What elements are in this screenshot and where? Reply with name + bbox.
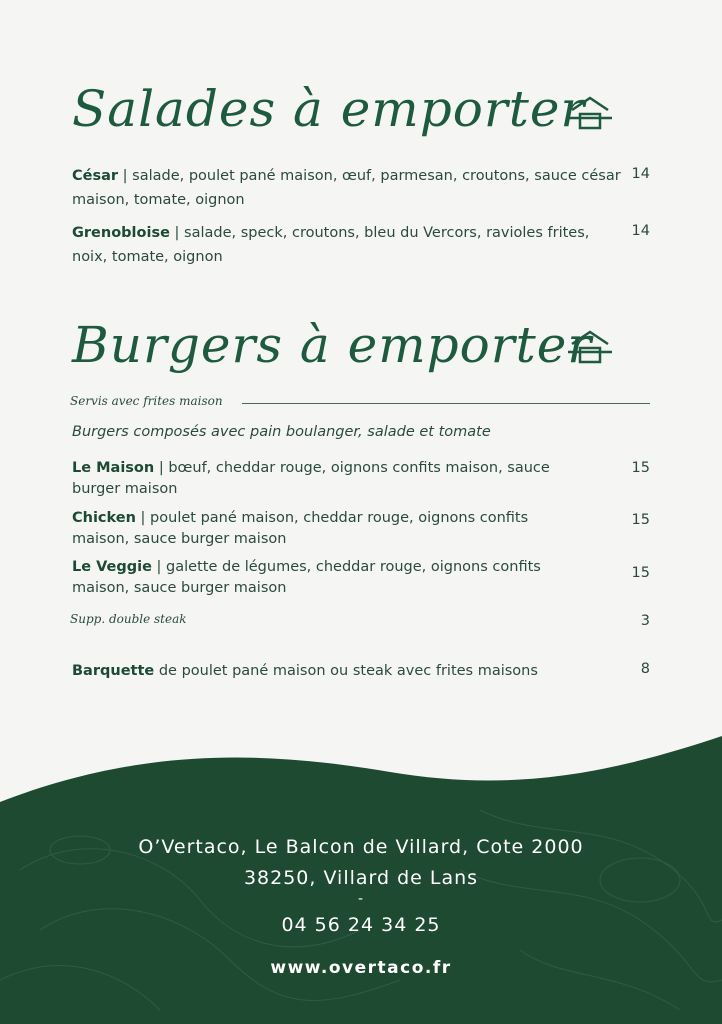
item-name: Le Veggie: [72, 559, 152, 575]
item-desc: | bœuf, cheddar rouge, oignons confits maison, sauce burger maison: [72, 460, 550, 497]
footer-separator: -: [357, 891, 365, 907]
footer-address-line2: 38250, Villard de Lans: [243, 867, 479, 889]
menu-item-cesar: [72, 164, 627, 212]
menu-item-barquette: [72, 659, 627, 683]
supplement-label: Supp. double steak: [70, 612, 187, 626]
menu-item-chicken: [72, 508, 582, 550]
item-name: Barquette: [72, 663, 155, 679]
burgers-title: Burgers à emporter: [72, 316, 593, 374]
house-icon: [568, 330, 612, 366]
item-desc: | salade, speck, croutons, bleu du Vercors, ravioles frites, noix, tomate, oignon: [72, 225, 590, 265]
item-name: Le Maison: [72, 460, 155, 476]
item-price: 14: [631, 166, 650, 182]
item-name: César: [72, 168, 119, 184]
divider: [242, 403, 650, 404]
menu-item-le-maison: [72, 458, 582, 500]
item-price: 15: [631, 565, 650, 581]
menu-item-le-veggie: [72, 557, 582, 599]
house-icon: [568, 96, 612, 132]
footer-address-line1: O’Vertaco, Le Balcon de Villard, Cote 2000: [138, 836, 584, 858]
burgers-note: Servis avec frites maison: [70, 394, 223, 408]
footer-website-link[interactable]: www.overtaco.fr: [270, 958, 452, 978]
footer-phone: 04 56 24 34 25: [281, 914, 441, 936]
item-desc: | poulet pané maison, cheddar rouge, oignons confits maison, sauce burger maison: [72, 510, 529, 547]
salades-title: Salades à emporter: [72, 80, 586, 138]
menu-item-grenobloise: [72, 221, 627, 269]
item-price: 15: [631, 512, 650, 528]
item-name: Chicken: [72, 510, 136, 526]
supplement-price: 3: [640, 613, 650, 629]
item-desc: | galette de légumes, cheddar rouge, oignons confits maison, sauce burger maison: [72, 559, 541, 596]
item-desc: de poulet pané maison ou steak avec frites maisons: [154, 663, 538, 679]
burgers-subtitle: Burgers composés avec pain boulanger, salade et tomate: [72, 424, 491, 440]
item-price: 8: [640, 661, 650, 677]
item-name: Grenobloise: [72, 225, 170, 241]
item-desc: | salade, poulet pané maison, œuf, parmesan, croutons, sauce césar maison, tomate, oignon: [72, 168, 621, 208]
item-price: 15: [631, 460, 650, 476]
item-price: 14: [631, 223, 650, 239]
